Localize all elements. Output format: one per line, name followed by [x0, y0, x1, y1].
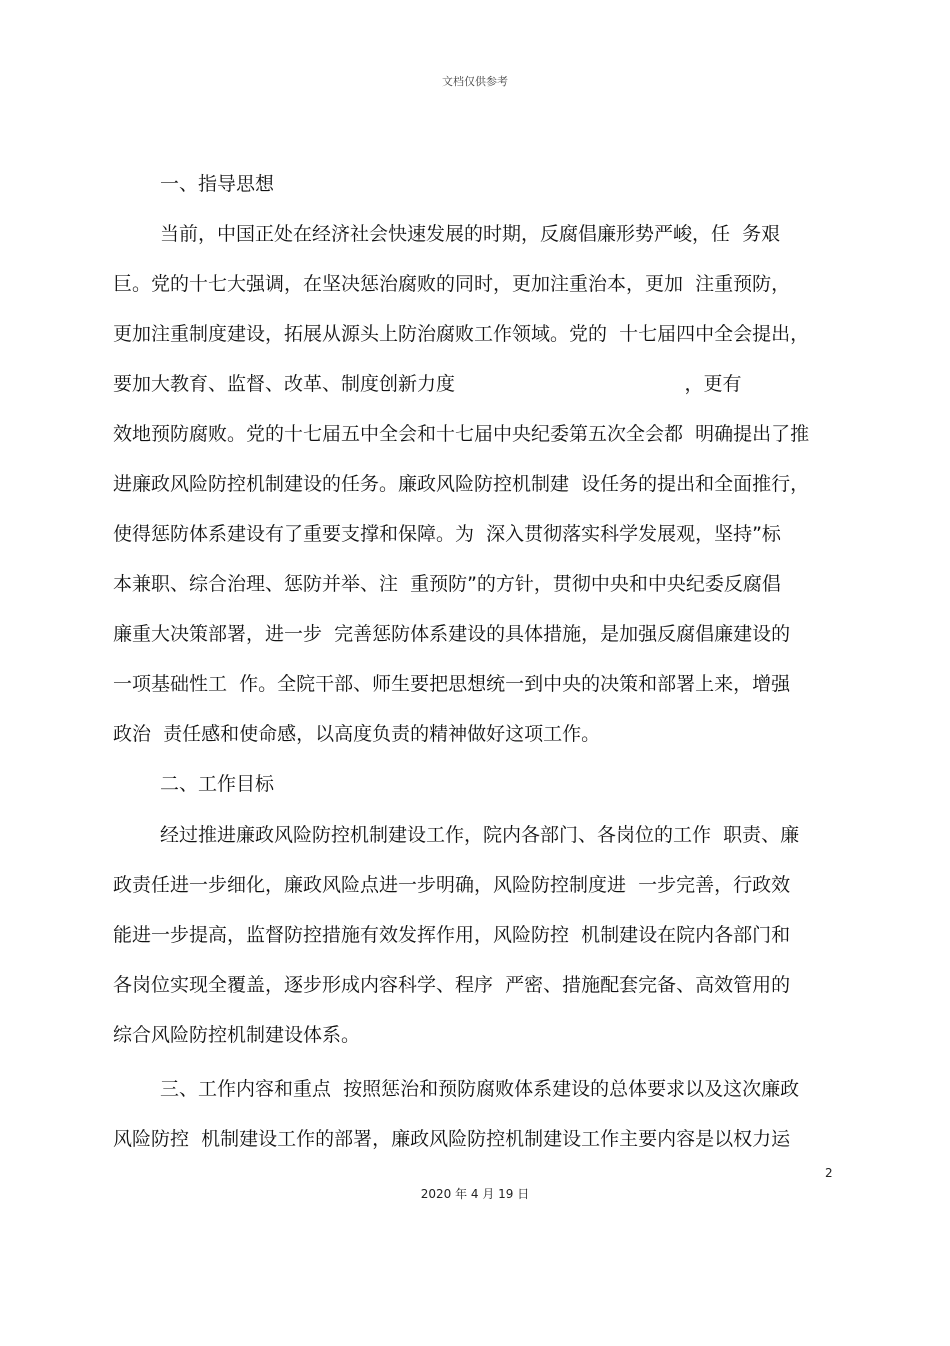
section-heading-work-content: 三、工作内容和重点 按照惩治和预防腐败体系建设的总体要求以及这次廉政: [160, 1078, 800, 1100]
paragraph-line: 综合风险防控机制建设体系。: [113, 1024, 361, 1046]
paragraph-line: 一项基础性工 作。全院干部、师生要把思想统一到中央的决策和部署上来，增强: [113, 673, 791, 695]
paragraph-line: 能进一步提高，监督防控措施有效发挥作用，风险防控 机制建设在院内各部门和: [113, 924, 791, 946]
paragraph-line: 廉重大决策部署，进一步 完善惩防体系建设的具体措施，是加强反腐倡廉建设的: [113, 623, 791, 645]
paragraph-line: 政治 责任感和使命感，以高度负责的精神做好这项工作。: [113, 723, 601, 745]
paragraph-line: 本兼职、综合治理、惩防并举、注 重预防”的方针，贯彻中央和中央纪委反腐倡: [113, 573, 781, 595]
page-number: 2: [825, 1166, 833, 1180]
section-heading-work-goals: 二、工作目标: [160, 773, 275, 795]
section-heading-guiding-ideology: 一、指导思想: [160, 173, 275, 195]
paragraph-line: 要加大教育、监督、改革、制度创新力度 ，更有: [113, 373, 742, 395]
paragraph-line: 巨。党的十七大强调，在坚决惩治腐败的同时，更加注重治本，更加 注重预防，: [113, 273, 791, 295]
paragraph-line: 当前，中国正处在经济社会快速发展的时期，反腐倡廉形势严峻，任 务艰: [160, 223, 781, 245]
paragraph-line: 经过推进廉政风险防控机制建设工作，院内各部门、各岗位的工作 职责、廉: [160, 824, 800, 846]
document-header-note: 文档仅供参考: [442, 75, 508, 88]
paragraph-line: 效地预防腐败。党的十七届五中全会和十七届中央纪委第五次全会都 明确提出了推: [113, 423, 810, 445]
paragraph-line: 进廉政风险防控机制建设的任务。廉政风险防控机制建 设任务的提出和全面推行，: [113, 473, 810, 495]
paragraph-line: 政责任进一步细化，廉政风险点进一步明确，风险防控制度进 一步完善，行政效: [113, 874, 791, 896]
paragraph-line: 风险防控 机制建设工作的部署，廉政风险防控机制建设工作主要内容是以权力运: [113, 1128, 791, 1150]
paragraph-line: 各岗位实现全覆盖，逐步形成内容科学、程序 严密、措施配套完备、高效管用的: [113, 974, 791, 996]
paragraph-line: 使得惩防体系建设有了重要支撑和保障。为 深入贯彻落实科学发展观，坚持”标: [113, 523, 781, 545]
footer-date: 2020 年 4 月 19 日: [420, 1187, 530, 1201]
paragraph-line: 更加注重制度建设，拓展从源头上防治腐败工作领域。党的 十七届四中全会提出，: [113, 323, 810, 345]
